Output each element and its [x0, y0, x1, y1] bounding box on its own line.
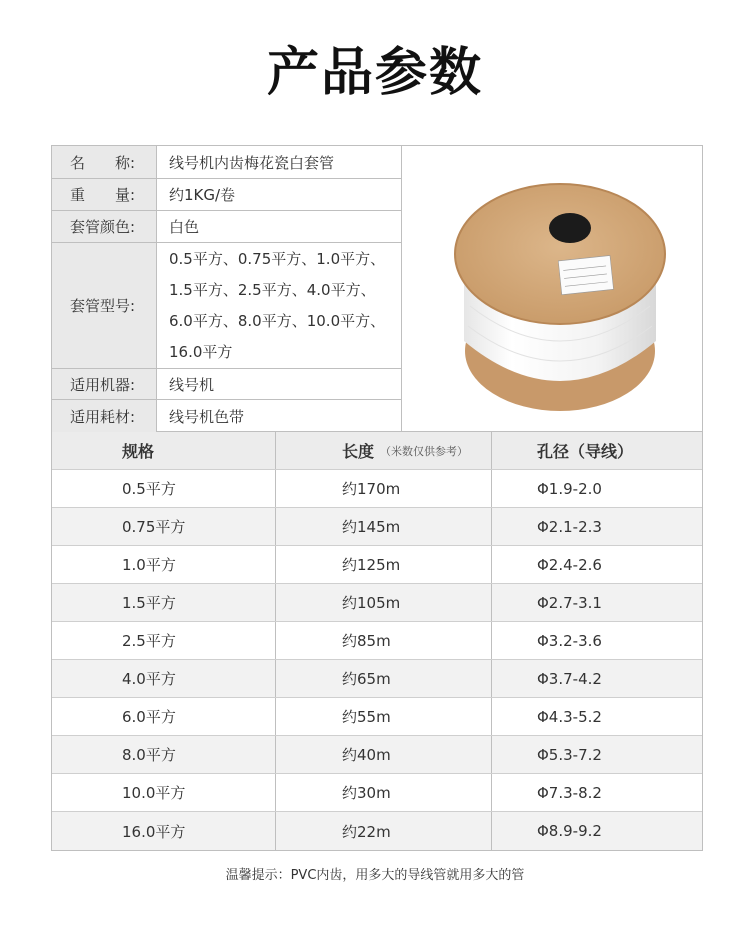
- spec-label: 套管颜色:: [52, 211, 157, 242]
- cell-spec: 0.75平方: [52, 508, 276, 545]
- spec-label: 重 量:: [52, 179, 157, 210]
- spec-value: 线号机色带: [157, 400, 402, 432]
- cell-hole: Φ3.2-3.6: [537, 631, 602, 650]
- cell-spec: 1.5平方: [52, 584, 276, 621]
- spec-label: 套管型号:: [52, 243, 157, 368]
- table-row: [52, 774, 702, 812]
- spec-value: 白色: [157, 211, 402, 242]
- cell-length: 约170m: [276, 470, 492, 507]
- table-row: [52, 470, 702, 508]
- cell-hole: Φ2.4-2.6: [537, 555, 602, 574]
- spec-value: 约1KG/卷: [157, 179, 402, 210]
- header-length-note: （米数仅供参考）: [380, 444, 469, 458]
- model-line: 16.0平方: [169, 342, 233, 361]
- cell-length: 约85m: [276, 622, 492, 659]
- table-row: [52, 546, 702, 584]
- spec-row-machine: [52, 369, 402, 400]
- table-row: [52, 584, 702, 622]
- cell-length: 约105m: [276, 584, 492, 621]
- spec-value: 线号机内齿梅花瓷白套管: [157, 146, 402, 178]
- cell-hole: Φ2.1-2.3: [537, 517, 602, 536]
- cell-spec: 6.0平方: [52, 698, 276, 735]
- cell-length: 约40m: [276, 736, 492, 773]
- table-row: [52, 736, 702, 774]
- header-length: [276, 432, 492, 469]
- table-header-row: [52, 432, 702, 470]
- cell-hole: Φ5.3-7.2: [537, 745, 602, 764]
- cell-length: 约125m: [276, 546, 492, 583]
- spec-label: 适用机器:: [52, 369, 157, 399]
- spec-row-name: [52, 146, 402, 179]
- tube-spool-image: [442, 166, 677, 421]
- header-hole: 孔径（导线）: [537, 442, 634, 461]
- table-row: [52, 698, 702, 736]
- product-spec-panel: [51, 145, 703, 432]
- table-row: [52, 508, 702, 546]
- model-line: 6.0平方、8.0平方、10.0平方、: [169, 311, 386, 330]
- cell-hole: Φ2.7-3.1: [537, 593, 602, 612]
- cell-spec: 10.0平方: [52, 774, 276, 811]
- table-row: [52, 812, 702, 850]
- cell-length: 约22m: [276, 812, 492, 850]
- cell-spec: 16.0平方: [52, 812, 276, 850]
- spec-row-weight: [52, 179, 402, 211]
- cell-spec: 4.0平方: [52, 660, 276, 697]
- cell-length: 约65m: [276, 660, 492, 697]
- spec-label: 名 称:: [52, 146, 157, 178]
- page-title: 产品参数: [266, 43, 483, 103]
- cell-hole: Φ7.3-8.2: [537, 783, 602, 802]
- cell-spec: 8.0平方: [52, 736, 276, 773]
- spec-table: [51, 432, 703, 851]
- cell-hole: Φ8.9-9.2: [537, 822, 602, 840]
- cell-spec: 2.5平方: [52, 622, 276, 659]
- cell-hole: Φ4.3-5.2: [537, 707, 602, 726]
- model-line: 0.5平方、0.75平方、1.0平方、: [169, 249, 386, 268]
- cell-hole: Φ3.7-4.2: [537, 669, 602, 688]
- cell-spec: 0.5平方: [52, 470, 276, 507]
- cell-hole: Φ1.9-2.0: [537, 479, 602, 498]
- cell-length: 约30m: [276, 774, 492, 811]
- cell-length: 约145m: [276, 508, 492, 545]
- spec-row-models: [52, 243, 402, 369]
- spec-value: 线号机: [157, 369, 402, 399]
- spec-value-models: [157, 243, 402, 368]
- header-length-label: 长度: [342, 442, 375, 461]
- table-row: [52, 660, 702, 698]
- spec-label: 适用耗材:: [52, 400, 157, 432]
- cell-spec: 1.0平方: [52, 546, 276, 583]
- spec-row-color: [52, 211, 402, 243]
- model-line: 1.5平方、2.5平方、4.0平方、: [169, 280, 376, 299]
- cell-length: 约55m: [276, 698, 492, 735]
- header-spec: 规格: [52, 432, 276, 469]
- footer-note: 温馨提示：PVC内齿，用多大的导线管就用多大的管: [225, 868, 525, 883]
- table-row: [52, 622, 702, 660]
- spec-row-consumable: [52, 400, 402, 432]
